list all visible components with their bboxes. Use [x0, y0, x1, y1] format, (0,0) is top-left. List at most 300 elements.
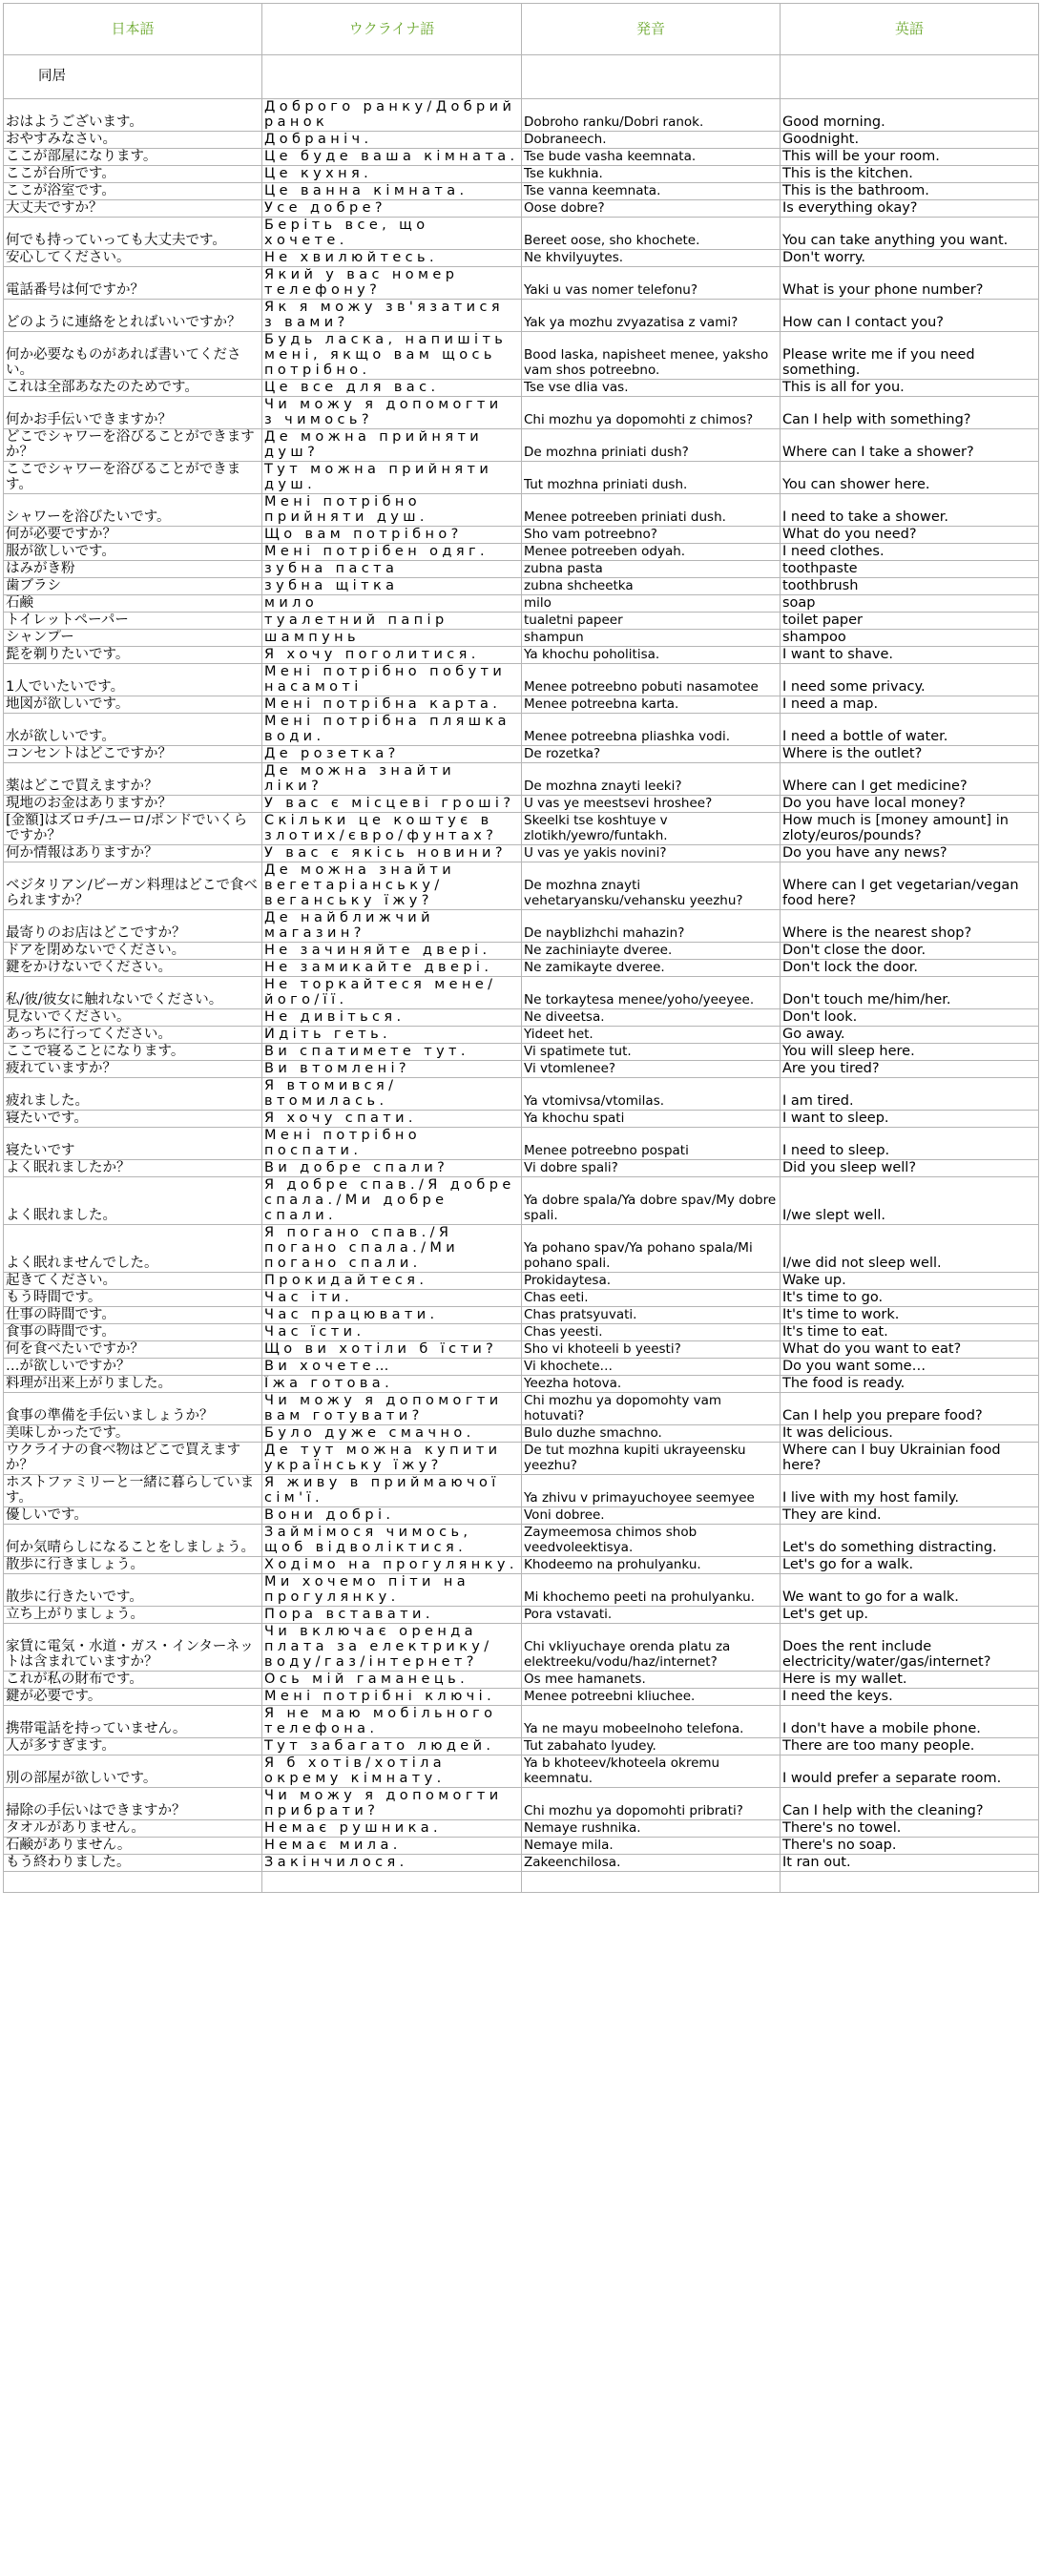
cell-pronunciation: zubna pasta	[522, 561, 781, 578]
cell-pronunciation: Chas eeti.	[522, 1290, 781, 1307]
table-row	[4, 1607, 1039, 1624]
cell-pronunciation: Yideet het.	[522, 1027, 781, 1044]
cell-ukrainian: Ми хочемо піти на прогулянку.	[262, 1574, 522, 1607]
cell-pronunciation: Tse bude vasha keemnata.	[522, 149, 781, 166]
cell-english: Do you have any news?	[781, 845, 1039, 862]
cell-english: I need the keys.	[781, 1689, 1039, 1706]
cell-japanese: これは全部あなたのためです。	[4, 380, 262, 397]
cell-pronunciation: Zakeenchilosa.	[522, 1855, 781, 1872]
cell-japanese: 1人でいたいです。	[4, 664, 262, 696]
cell-english: Wake up.	[781, 1273, 1039, 1290]
table-row	[4, 1443, 1039, 1475]
cell-pronunciation: Skeelki tse koshtuye v zlotikh/yewro/funtakh.	[522, 813, 781, 845]
cell-ukrainian: Мені потрібна карта.	[262, 696, 522, 714]
cell-ukrainian: Не дивіться.	[262, 1009, 522, 1027]
cell-pronunciation: Nemaye rushnika.	[522, 1820, 781, 1838]
cell-ukrainian: Будь ласка, напишіть мені, якщо вам щось потрібно.	[262, 332, 522, 380]
cell-english: Don't close the door.	[781, 943, 1039, 960]
table-row	[4, 1425, 1039, 1443]
table-row	[4, 1290, 1039, 1307]
table-row	[4, 763, 1039, 796]
cell-japanese: ドアを閉めないでください。	[4, 943, 262, 960]
empty-cell	[4, 1872, 262, 1893]
cell-ukrainian: Мені потрібно прийняти душ.	[262, 494, 522, 527]
cell-ukrainian: Я погано спав./Я погано спала./Ми погано спали.	[262, 1225, 522, 1273]
header-row	[4, 4, 1039, 55]
cell-ukrainian: туалетний папір	[262, 613, 522, 630]
cell-pronunciation: Chi mozhu ya dopomohti z chimos?	[522, 397, 781, 429]
cell-english: Don't worry.	[781, 250, 1039, 267]
cell-pronunciation: Bulo duzhe smachno.	[522, 1425, 781, 1443]
cell-japanese: 見ないでください。	[4, 1009, 262, 1027]
cell-english: This is all for you.	[781, 380, 1039, 397]
cell-english: I don't have a mobile phone.	[781, 1706, 1039, 1738]
cell-pronunciation: Ya zhivu v primayuchoyee seemyee	[522, 1475, 781, 1507]
cell-japanese: 家賃に電気・水道・ガス・インターネットは含まれていますか？	[4, 1624, 262, 1672]
cell-english: It ran out.	[781, 1855, 1039, 1872]
cell-ukrainian: Було дуже смачно.	[262, 1425, 522, 1443]
cell-pronunciation: De nayblizhchi mahazin?	[522, 910, 781, 943]
cell-japanese: 疲れていますか？	[4, 1061, 262, 1078]
cell-pronunciation: Menee potreeben priniati dush.	[522, 494, 781, 527]
table-row	[4, 960, 1039, 977]
cell-ukrainian: Чи включає оренда плата за електрику/воду/газ/інтернет?	[262, 1624, 522, 1672]
cell-japanese: 何かお手伝いできますか？	[4, 397, 262, 429]
cell-pronunciation: Zaymeemosa chimos shob veedvoleektisya.	[522, 1525, 781, 1557]
cell-japanese: 電話番号は何ですか？	[4, 267, 262, 300]
table-row	[4, 943, 1039, 960]
cell-pronunciation: Voni dobree.	[522, 1507, 781, 1525]
table-row	[4, 397, 1039, 429]
cell-ukrainian: Ходімо на прогулянку.	[262, 1557, 522, 1574]
header-ukrainian: ウクライナ語	[262, 4, 522, 55]
cell-english: toothbrush	[781, 578, 1039, 595]
table-row	[4, 1788, 1039, 1820]
cell-japanese: はみがき粉	[4, 561, 262, 578]
table-row	[4, 200, 1039, 218]
cell-english: There are too many people.	[781, 1738, 1039, 1755]
table-row	[4, 1111, 1039, 1128]
cell-english: Let's get up.	[781, 1607, 1039, 1624]
cell-english: How can I contact you?	[781, 300, 1039, 332]
cell-pronunciation: Vi khochete…	[522, 1359, 781, 1376]
cell-ukrainian: Це буде ваша кімната.	[262, 149, 522, 166]
table-row	[4, 267, 1039, 300]
cell-ukrainian: Мені потрібно побути насамоті	[262, 664, 522, 696]
cell-ukrainian: зубна щітка	[262, 578, 522, 595]
table-row	[4, 1855, 1039, 1872]
cell-ukrainian: Займімося чимось, щоб відволіктися.	[262, 1525, 522, 1557]
table-row	[4, 1689, 1039, 1706]
cell-ukrainian: Де розетка?	[262, 746, 522, 763]
table-row	[4, 664, 1039, 696]
cell-japanese: [金額]はズロチ/ユーロ/ポンドでいくらですか？	[4, 813, 262, 845]
cell-english: I need a map.	[781, 696, 1039, 714]
empty-cell	[262, 55, 522, 99]
table-row	[4, 1160, 1039, 1177]
cell-japanese: シャンプー	[4, 630, 262, 647]
cell-english: shampoo	[781, 630, 1039, 647]
cell-pronunciation: Vi spatimete tut.	[522, 1044, 781, 1061]
cell-english: I/we slept well.	[781, 1177, 1039, 1225]
cell-pronunciation: Ya khochu spati	[522, 1111, 781, 1128]
cell-japanese: よく眠れましたか？	[4, 1160, 262, 1177]
cell-japanese: 優しいです。	[4, 1507, 262, 1525]
cell-ukrainian: Мені потрібна пляшка води.	[262, 714, 522, 746]
table-row	[4, 1273, 1039, 1290]
cell-japanese: 何を食べたいですか？	[4, 1341, 262, 1359]
table-row	[4, 1078, 1039, 1111]
cell-pronunciation: Ya ne mayu mobeelnoho telefona.	[522, 1706, 781, 1738]
table-row	[4, 1128, 1039, 1160]
cell-pronunciation: De mozhna priniati dush?	[522, 429, 781, 462]
table-row	[4, 1820, 1039, 1838]
cell-ukrainian: Мені потрібні ключі.	[262, 1689, 522, 1706]
cell-pronunciation: Vi dobre spali?	[522, 1160, 781, 1177]
cell-english: You will sleep here.	[781, 1044, 1039, 1061]
cell-ukrainian: Доброго ранку/Добрий ранок	[262, 99, 522, 132]
cell-japanese: トイレットペーパー	[4, 613, 262, 630]
table-row	[4, 183, 1039, 200]
cell-pronunciation: Menee potreebna pliashka vodi.	[522, 714, 781, 746]
cell-english: How much is [money amount] in zloty/euros/pounds?	[781, 813, 1039, 845]
cell-ukrainian: Пора вставати.	[262, 1607, 522, 1624]
table-row	[4, 1044, 1039, 1061]
table-row	[4, 1225, 1039, 1273]
cell-pronunciation: Tse vanna keemnata.	[522, 183, 781, 200]
cell-pronunciation: Yak ya mozhu zvyazatisa z vami?	[522, 300, 781, 332]
cell-english: Can I help with the cleaning?	[781, 1788, 1039, 1820]
cell-ukrainian: Закінчилося.	[262, 1855, 522, 1872]
cell-japanese: よく眠れました。	[4, 1177, 262, 1225]
cell-english: Do you want some…	[781, 1359, 1039, 1376]
cell-ukrainian: Це все для вас.	[262, 380, 522, 397]
cell-ukrainian: Я добре спав./Я добре спала./Ми добре спали.	[262, 1177, 522, 1225]
cell-japanese: ここでシャワーを浴びることができます。	[4, 462, 262, 494]
cell-ukrainian: Їжа готова.	[262, 1376, 522, 1393]
cell-pronunciation: shampun	[522, 630, 781, 647]
table-row	[4, 845, 1039, 862]
cell-japanese: 何か必要なものがあれば書いてください。	[4, 332, 262, 380]
cell-english: Where is the nearest shop?	[781, 910, 1039, 943]
cell-pronunciation: Ne zachiniayte dveree.	[522, 943, 781, 960]
cell-pronunciation: Chas yeesti.	[522, 1324, 781, 1341]
cell-ukrainian: Ви добре спали?	[262, 1160, 522, 1177]
cell-pronunciation: Menee potreeben odyah.	[522, 544, 781, 561]
phrase-sheet	[3, 3, 1038, 1893]
cell-pronunciation: Bood laska, napisheet menee, yaksho vam shos potreebno.	[522, 332, 781, 380]
cell-ukrainian: Ви спатимете тут.	[262, 1044, 522, 1061]
table-row	[4, 910, 1039, 943]
cell-japanese: ウクライナの食べ物はどこで買えますか？	[4, 1443, 262, 1475]
cell-pronunciation: Chi mozhu ya dopomohty vam hotuvati?	[522, 1393, 781, 1425]
cell-ukrainian: Як я можу зв'язатися з вами?	[262, 300, 522, 332]
cell-pronunciation: Sho vi khoteeli b yeesti?	[522, 1341, 781, 1359]
empty-cell	[522, 55, 781, 99]
cell-japanese: 掃除の手伝いはできますか？	[4, 1788, 262, 1820]
cell-japanese: 美味しかったです。	[4, 1425, 262, 1443]
cell-ukrainian: Мені потрібен одяг.	[262, 544, 522, 561]
table-row	[4, 613, 1039, 630]
cell-japanese: ここが台所です。	[4, 166, 262, 183]
cell-japanese: 最寄りのお店はどこですか？	[4, 910, 262, 943]
table-row	[4, 647, 1039, 664]
cell-english: Are you tired?	[781, 1061, 1039, 1078]
cell-japanese: 立ち上がりましょう。	[4, 1607, 262, 1624]
empty-cell	[781, 1872, 1039, 1893]
cell-japanese: 人が多すぎます。	[4, 1738, 262, 1755]
table-row	[4, 149, 1039, 166]
table-row	[4, 1027, 1039, 1044]
cell-ukrainian: Ви втомлені?	[262, 1061, 522, 1078]
cell-pronunciation: De rozetka?	[522, 746, 781, 763]
table-row	[4, 544, 1039, 561]
cell-ukrainian: Час працювати.	[262, 1307, 522, 1324]
cell-pronunciation: Ya dobre spala/Ya dobre spav/My dobre spali.	[522, 1177, 781, 1225]
table-row	[4, 300, 1039, 332]
cell-english: Where can I take a shower?	[781, 429, 1039, 462]
cell-japanese: 食事の時間です。	[4, 1324, 262, 1341]
table-row	[4, 1393, 1039, 1425]
table-row	[4, 1672, 1039, 1689]
cell-pronunciation: Ne diveetsa.	[522, 1009, 781, 1027]
cell-ukrainian: Тут можна прийняти душ.	[262, 462, 522, 494]
cell-english: There's no soap.	[781, 1838, 1039, 1855]
cell-ukrainian: Я хочу поголитися.	[262, 647, 522, 664]
cell-japanese: もう時間です。	[4, 1290, 262, 1307]
header-pronunciation: 発音	[522, 4, 781, 55]
cell-japanese: 安心してください。	[4, 250, 262, 267]
cell-ukrainian: Вони добрі.	[262, 1507, 522, 1525]
cell-english: What do you want to eat?	[781, 1341, 1039, 1359]
table-row	[4, 595, 1039, 613]
table-row	[4, 332, 1039, 380]
table-row	[4, 429, 1039, 462]
empty-cell	[781, 55, 1039, 99]
cell-pronunciation: Mi khochemo peeti na prohulyanku.	[522, 1574, 781, 1607]
cell-english: Where can I get vegetarian/vegan food here?	[781, 862, 1039, 910]
cell-japanese: 現地のお金はありますか？	[4, 796, 262, 813]
cell-ukrainian: У вас є якісь новини?	[262, 845, 522, 862]
cell-ukrainian: Немає рушника.	[262, 1820, 522, 1838]
cell-pronunciation: Tut mozhna priniati dush.	[522, 462, 781, 494]
cell-english: I need to sleep.	[781, 1128, 1039, 1160]
cell-japanese: ここで寝ることになります。	[4, 1044, 262, 1061]
table-row	[4, 1838, 1039, 1855]
cell-ukrainian: Де можна знайти вегетаріанську/веганську їжу?	[262, 862, 522, 910]
cell-japanese: 髭を剃りたいです。	[4, 647, 262, 664]
cell-japanese: ホストファミリーと一緒に暮らしています。	[4, 1475, 262, 1507]
cell-english: Where is the outlet?	[781, 746, 1039, 763]
cell-japanese: 寝たいです	[4, 1128, 262, 1160]
cell-pronunciation: De mozhna znayti vehetaryansku/vehansku yeezhu?	[522, 862, 781, 910]
cell-japanese: 仕事の時間です。	[4, 1307, 262, 1324]
cell-pronunciation: Oose dobre?	[522, 200, 781, 218]
cell-pronunciation: Ya khochu poholitisa.	[522, 647, 781, 664]
cell-english: I need a bottle of water.	[781, 714, 1039, 746]
cell-ukrainian: Чи можу я допомогти з чимось?	[262, 397, 522, 429]
table-row	[4, 1341, 1039, 1359]
table-row	[4, 1009, 1039, 1027]
cell-japanese: 石鹸	[4, 595, 262, 613]
cell-english: soap	[781, 595, 1039, 613]
cell-english: I need clothes.	[781, 544, 1039, 561]
cell-english: There's no towel.	[781, 1820, 1039, 1838]
cell-pronunciation: Menee potreebno pospati	[522, 1128, 781, 1160]
cell-english: Did you sleep well?	[781, 1160, 1039, 1177]
cell-ukrainian: Я живу в приймаючої сім'ї.	[262, 1475, 522, 1507]
cell-english: Do you have local money?	[781, 796, 1039, 813]
cell-ukrainian: Чи можу я допомогти вам готувати?	[262, 1393, 522, 1425]
table-row	[4, 862, 1039, 910]
cell-pronunciation: zubna shcheetka	[522, 578, 781, 595]
table-body	[4, 55, 1039, 1893]
table-row	[4, 746, 1039, 763]
table-row	[4, 166, 1039, 183]
cell-english: Can I help you prepare food?	[781, 1393, 1039, 1425]
cell-ukrainian: Не торкайтеся мене/його/її.	[262, 977, 522, 1009]
table-row	[4, 462, 1039, 494]
cell-ukrainian: Не хвилюйтесь.	[262, 250, 522, 267]
cell-pronunciation: Chi vkliyuchaye orenda platu za elektreeku/vodu/haz/internet?	[522, 1624, 781, 1672]
cell-ukrainian: Я не маю мобільного телефона.	[262, 1706, 522, 1738]
cell-pronunciation: Menee potreebno pobuti nasamotee	[522, 664, 781, 696]
table-row	[4, 1376, 1039, 1393]
cell-pronunciation: Ya vtomivsa/vtomilas.	[522, 1078, 781, 1111]
cell-pronunciation: Os mee hamanets.	[522, 1672, 781, 1689]
cell-ukrainian: Де тут можна купити українську їжу?	[262, 1443, 522, 1475]
cell-english: I/we did not sleep well.	[781, 1225, 1039, 1273]
table-row	[4, 1706, 1039, 1738]
cell-japanese: 何か情報はありますか？	[4, 845, 262, 862]
cell-ukrainian: Я хочу спати.	[262, 1111, 522, 1128]
table-row	[4, 132, 1039, 149]
cell-japanese: 料理が出来上がりました。	[4, 1376, 262, 1393]
cell-pronunciation: Ne zamikayte dveree.	[522, 960, 781, 977]
cell-pronunciation: Tse vse dlia vas.	[522, 380, 781, 397]
cell-english: toilet paper	[781, 613, 1039, 630]
cell-english: I would prefer a separate room.	[781, 1755, 1039, 1788]
cell-ukrainian: Це ванна кімната.	[262, 183, 522, 200]
cell-ukrainian: Не зачиняйте двері.	[262, 943, 522, 960]
cell-ukrainian: Скільки це коштує в злотих/євро/фунтах?	[262, 813, 522, 845]
cell-english: toothpaste	[781, 561, 1039, 578]
cell-ukrainian: Час їсти.	[262, 1324, 522, 1341]
cell-japanese: 寝たいです。	[4, 1111, 262, 1128]
cell-pronunciation: U vas ye yakis novini?	[522, 845, 781, 862]
cell-ukrainian: Ось мій гаманець.	[262, 1672, 522, 1689]
table-row	[4, 578, 1039, 595]
cell-japanese: 何が必要ですか？	[4, 527, 262, 544]
cell-japanese: 疲れました。	[4, 1078, 262, 1111]
cell-japanese: 大丈夫ですか？	[4, 200, 262, 218]
table-row	[4, 1624, 1039, 1672]
table-row	[4, 696, 1039, 714]
cell-english: What do you need?	[781, 527, 1039, 544]
table-row	[4, 1525, 1039, 1557]
cell-ukrainian: Де можна знайти ліки?	[262, 763, 522, 796]
phrase-table	[3, 3, 1039, 1893]
cell-pronunciation: Menee potreebna karta.	[522, 696, 781, 714]
cell-japanese: 食事の準備を手伝いましょうか？	[4, 1393, 262, 1425]
cell-japanese: 私/彼/彼女に触れないでください。	[4, 977, 262, 1009]
cell-pronunciation: Nemaye mila.	[522, 1838, 781, 1855]
table-row	[4, 494, 1039, 527]
cell-english: The food is ready.	[781, 1376, 1039, 1393]
cell-pronunciation: Pora vstavati.	[522, 1607, 781, 1624]
cell-japanese: 携帯電話を持っていません。	[4, 1706, 262, 1738]
cell-ukrainian: Я б хотів/хотіла окрему кімнату.	[262, 1755, 522, 1788]
cell-ukrainian: Немає мила.	[262, 1838, 522, 1855]
cell-pronunciation: De mozhna znayti leeki?	[522, 763, 781, 796]
cell-japanese: おやすみなさい。	[4, 132, 262, 149]
cell-pronunciation: Tse kukhnia.	[522, 166, 781, 183]
cell-ukrainian: Усе добре?	[262, 200, 522, 218]
cell-english: What is your phone number?	[781, 267, 1039, 300]
cell-english: Goodnight.	[781, 132, 1039, 149]
cell-japanese: 起きてください。	[4, 1273, 262, 1290]
cell-pronunciation: Chas pratsyuvati.	[522, 1307, 781, 1324]
table-row	[4, 1307, 1039, 1324]
cell-pronunciation: Khodeemo na prohulyanku.	[522, 1557, 781, 1574]
cell-pronunciation: Prokidaytesa.	[522, 1273, 781, 1290]
cell-english: I live with my host family.	[781, 1475, 1039, 1507]
cell-japanese: 薬はどこで買えますか？	[4, 763, 262, 796]
cell-japanese: 水が欲しいです。	[4, 714, 262, 746]
cell-ukrainian: мило	[262, 595, 522, 613]
cell-pronunciation: Ne torkaytesa menee/yoho/yeeyee.	[522, 977, 781, 1009]
cell-english: I want to shave.	[781, 647, 1039, 664]
cell-pronunciation: Dobraneech.	[522, 132, 781, 149]
cell-pronunciation: tualetni papeer	[522, 613, 781, 630]
table-row	[4, 1061, 1039, 1078]
table-row	[4, 796, 1039, 813]
table-row	[4, 1738, 1039, 1755]
cell-japanese: 散歩に行きましょう。	[4, 1557, 262, 1574]
cell-japanese: 石鹸がありません。	[4, 1838, 262, 1855]
table-row	[4, 1359, 1039, 1376]
cell-english: It was delicious.	[781, 1425, 1039, 1443]
cell-english: I am tired.	[781, 1078, 1039, 1111]
cell-ukrainian: Не замикайте двері.	[262, 960, 522, 977]
cell-ukrainian: Що ви хотіли б їсти?	[262, 1341, 522, 1359]
cell-ukrainian: Де найближчий магазин?	[262, 910, 522, 943]
cell-english: Does the rent include electricity/water/gas/internet?	[781, 1624, 1039, 1672]
cell-japanese: あっちに行ってください。	[4, 1027, 262, 1044]
cell-japanese: 地図が欲しいです。	[4, 696, 262, 714]
cell-japanese: おはようございます。	[4, 99, 262, 132]
cell-pronunciation: De tut mozhna kupiti ukrayeensku yeezhu?	[522, 1443, 781, 1475]
table-row	[4, 1475, 1039, 1507]
cell-japanese: コンセントはどこですか？	[4, 746, 262, 763]
table-row	[4, 218, 1039, 250]
cell-japanese: ここが浴室です。	[4, 183, 262, 200]
cell-japanese: 歯ブラシ	[4, 578, 262, 595]
cell-pronunciation: Ne khvilyuytes.	[522, 250, 781, 267]
table-row	[4, 250, 1039, 267]
table-row	[4, 1557, 1039, 1574]
table-row	[4, 1324, 1039, 1341]
header-japanese: 日本語	[4, 4, 262, 55]
cell-english: It's time to eat.	[781, 1324, 1039, 1341]
cell-english: Don't look.	[781, 1009, 1039, 1027]
cell-pronunciation: Dobroho ranku/Dobri ranok.	[522, 99, 781, 132]
cell-english: Let's do something distracting.	[781, 1525, 1039, 1557]
cell-english: You can take anything you want.	[781, 218, 1039, 250]
empty-cell	[262, 1872, 522, 1893]
table-row	[4, 1507, 1039, 1525]
cell-japanese: 鍵をかけないでください。	[4, 960, 262, 977]
